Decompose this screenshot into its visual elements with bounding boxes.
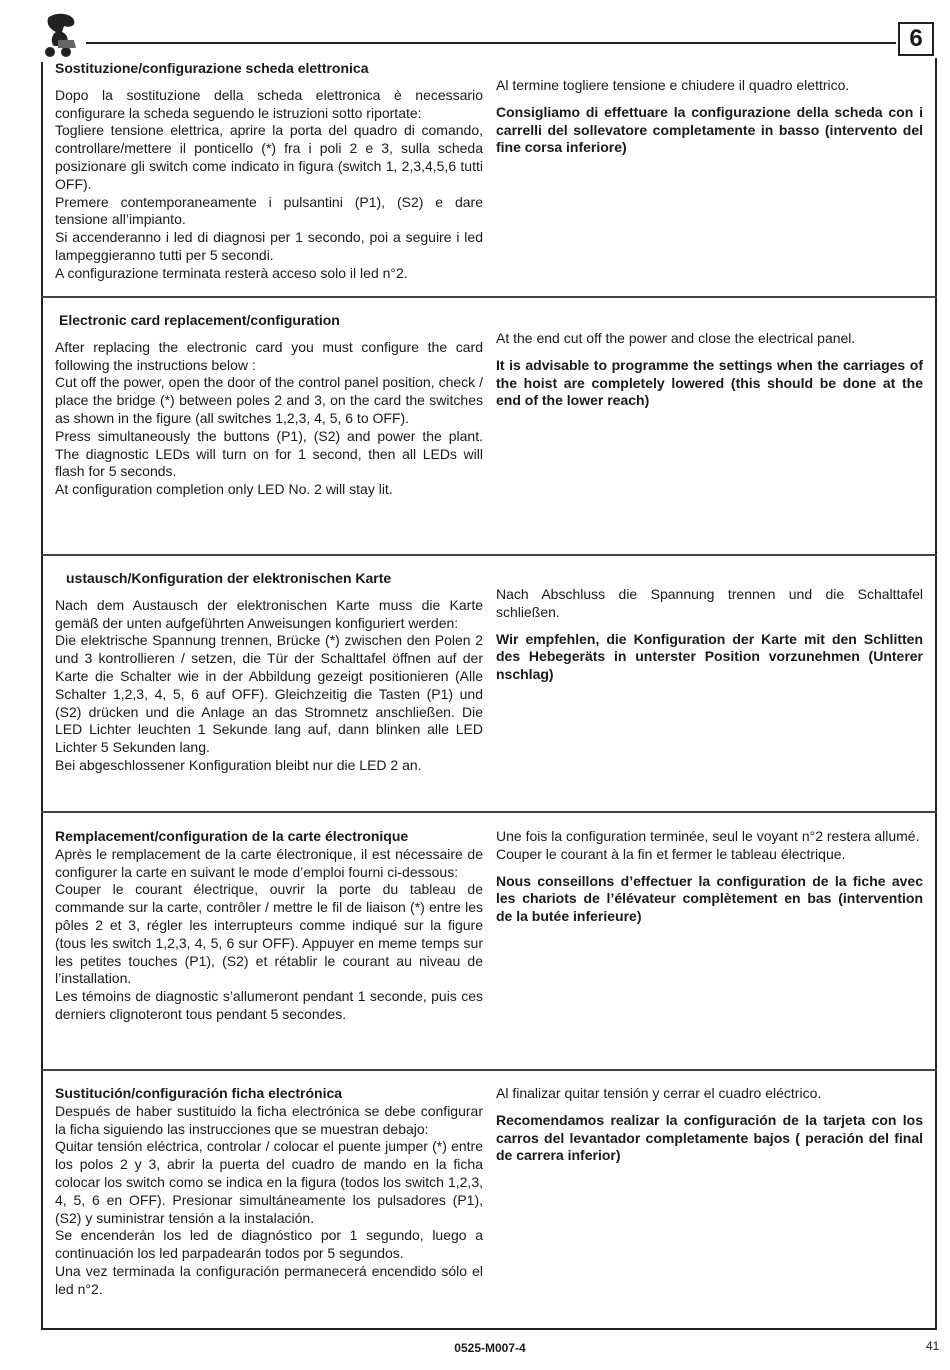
section-right-column <box>496 330 923 410</box>
section-right-column <box>496 828 923 926</box>
advice-paragraph: It is advisable to programme the settings when the carriages of the hoist are completely lowered (this should be done at the end of the lower reach) <box>496 356 923 409</box>
advice-paragraph: Consigliamo di effettuare la configurazione della scheda con i carrelli del sollevatore completamente in basso (intervento del fine corsa inferiore) <box>496 103 923 156</box>
section-title: Sustitución/configuración ficha electrónica <box>55 1085 343 1101</box>
section-divider <box>41 554 937 556</box>
paragraph: Couper le courant électrique, ouvrir la porte du tableau de commande sur la carte, contrôler / mettre le fil de liaison (*) entre les pôles 2 et 3, régler les interrupteurs comme indiqué sur la figure (tous les switch 1,2,3, 4, 5, 6 sur OFF). Appuyer en meme temps sur les petites touches (P1), (S2) et rétablir le courant au niveau de l’installation. <box>55 881 483 987</box>
paragraph: Togliere tensione elettrica, aprire la porta del quadro di comando, controllare/mettere il ponticello (*) fra i poli 2 e 3, sulla scheda posizionare gli switch come indicato in figura (switch 1, 2,3,4,5,6 tutti OFF). <box>55 122 483 192</box>
section-right-column <box>496 77 923 157</box>
section-divider <box>41 1069 937 1071</box>
paragraph: Die elektrische Spannung trennen, Brücke (*) zwischen den Polen 2 und 3 kontrollieren / setzen, die Tür der Schalttafel öffnen auf der Karte die Schalter wie in der Abbildung gezeigt positionieren (Alle Schalter 1,2,3, 4, 5, 6 auf OFF). Gleichzeitig die Tasten (P1) und (S2) drücken und die Anlage an das Stromnetz anschließen. Die LED Lichter leuchten 1 Sekunde lang auf, dann blinken alle LED Lichter 5 Sekunden lang. <box>55 632 483 756</box>
chapter-number-box: 6 <box>898 22 934 56</box>
advice-paragraph: Wir empfehlen, die Konfiguration der Karte mit den Schlitten des Hebegeräts in unterster Position vorzunehmen (Unterer nschlag) <box>496 630 923 683</box>
paragraph: Después de haber sustituido la ficha electrónica se debe configurar la ficha siguiendo las instrucciones que se muestran debajo: <box>55 1102 483 1137</box>
brand-logo-icon <box>40 12 80 58</box>
section-left-column <box>55 312 483 499</box>
section-divider <box>41 811 937 813</box>
paragraph: Premere contemporaneamente i pulsantini (P1), (S2) e dare tensione all’impianto. <box>55 193 483 228</box>
section-left-column <box>55 1085 483 1299</box>
paragraph: At configuration completion only LED No. 2 will stay lit. <box>55 481 393 498</box>
paragraph: Nach Abschluss die Spannung trennen und die Schalttafel schließen. <box>496 586 923 620</box>
paragraph: Bei abgeschlossener Konfiguration bleibt nur die LED 2 an. <box>55 756 422 773</box>
frame-bottom-rule <box>41 1328 937 1330</box>
paragraph: Couper le courant à la fin et fermer le tableau électrique. <box>496 845 846 862</box>
paragraph: Si accenderanno i led di diagnosi per 1 secondo, poi a seguire i led lampeggieranno tutti per 5 secondi. <box>55 229 483 263</box>
paragraph: Quitar tensión eléctrica, controlar / colocar el puente jumper (*) entre los polos 2 y 3, abrir la puerta del cuadro de mando en la ficha colocar los switch como se indica en la figura (todos los switch 1,2,3, 4, 5, 6 en OFF). Presionar simultáneamente los pulsadores (P1), (S2) y suministrar tensión a la instalación. <box>55 1138 483 1226</box>
document-code: 0525-M007-4 <box>454 1341 526 1355</box>
section-title: Sostituzione/configurazione scheda elettronica <box>55 60 369 76</box>
page-number: 41 <box>926 1339 940 1353</box>
section-title: Remplacement/configuration de la carte électronique <box>55 828 409 844</box>
paragraph: Al termine togliere tensione e chiudere il quadro elettrico. <box>496 77 850 93</box>
paragraph: Une fois la configuration terminée, seul le voyant n°2 restera allumé. <box>496 828 920 844</box>
frame-left-rule <box>41 62 43 1330</box>
paragraph: Dopo la sostituzione della scheda elettronica è necessario configurare la scheda seguendo le istruzioni sotto riportate: <box>55 86 483 121</box>
advice-paragraph: Nous conseillons d’effectuer la configuration de la fiche avec les chariots de l’élévateur complètement en bas (intervention de la butée inferieure) <box>496 872 923 925</box>
advice-paragraph: Recomendamos realizar la configuración de la tarjeta con los carros del levantador completamente bajos ( peración del final de carrera inferior) <box>496 1111 923 1164</box>
header-rule <box>86 42 896 44</box>
section-left-column <box>55 570 483 775</box>
paragraph: Les témoins de diagnostic s’allumeront pendant 1 seconde, puis ces derniers clignoteront tous pendant 5 secondes. <box>55 988 483 1022</box>
section-left-column <box>55 60 483 283</box>
paragraph: Après le remplacement de la carte électronique, il est nécessaire de configurer la carte en suivant le mode d’emploi fourni ci-dessous: <box>55 845 483 880</box>
section-right-column <box>496 1085 923 1165</box>
paragraph: At the end cut off the power and close the electrical panel. <box>496 330 856 346</box>
section-title: ustausch/Konfiguration der elektronischen Karte <box>66 570 392 586</box>
section-divider <box>41 296 937 298</box>
paragraph: After replacing the electronic card you must configure the card following the instructions below : <box>55 338 483 373</box>
section-left-column <box>55 828 483 1024</box>
paragraph: Nach dem Austausch der elektronischen Karte muss die Karte gemäß der unten aufgeführten Anweisungen konfiguriert werden: <box>55 596 483 631</box>
section-title: Electronic card replacement/configuration <box>59 312 340 328</box>
frame-right-rule <box>935 58 937 1330</box>
paragraph: A configurazione terminata resterà acceso solo il led n°2. <box>55 264 408 281</box>
paragraph: Al finalizar quitar tensión y cerrar el cuadro eléctrico. <box>496 1085 822 1101</box>
paragraph: Se encenderán los led de diagnóstico por 1 segundo, luego a continuación los led parpadearán todos por 5 segundos. <box>55 1227 483 1262</box>
paragraph: Una vez terminada la configuración permanecerá encendido sólo el led n°2. <box>55 1262 483 1297</box>
section-right-column <box>496 586 923 684</box>
paragraph: Cut off the power, open the door of the control panel position, check / place the bridge (*) between poles 2 and 3, on the card the switches as shown in the figure (all switches 1,2,3, 4, 5, 6 to OFF). <box>55 374 483 426</box>
paragraph: Press simultaneously the buttons (P1), (S2) and power the plant. The diagnostic LEDs will turn on for 1 second, then all LEDs will flash for 5 seconds. <box>55 427 483 480</box>
